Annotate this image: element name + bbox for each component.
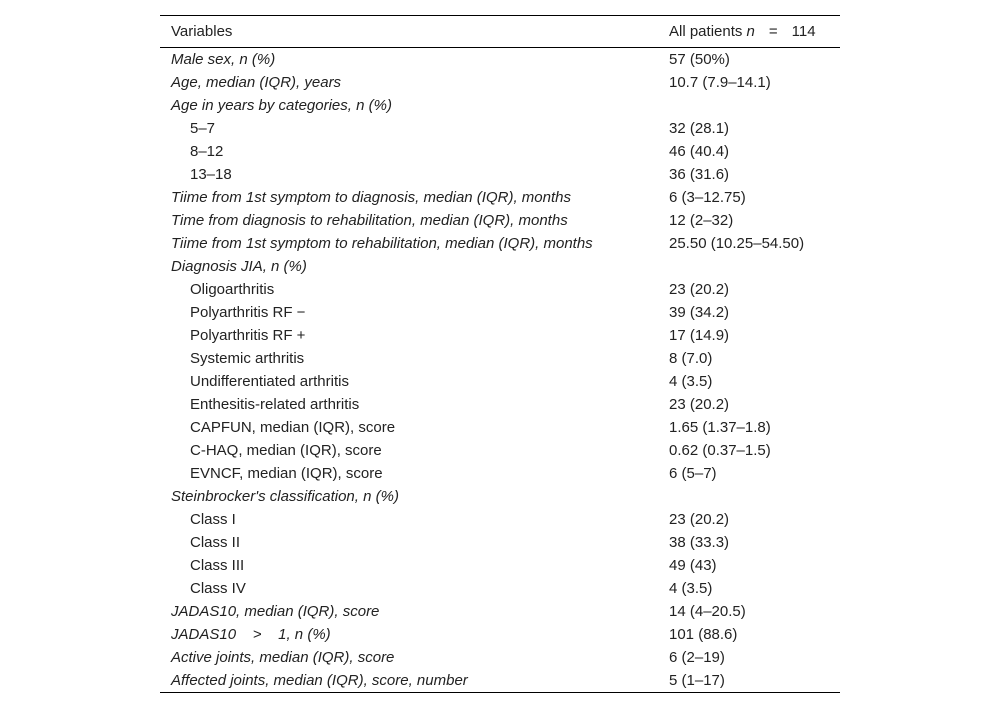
row-value: 10.7 (7.9–14.1) [669, 73, 771, 91]
header-n-value: 114 [791, 23, 816, 40]
table-row [160, 255, 840, 278]
row-label: Class III [190, 556, 245, 574]
table-row [160, 48, 840, 71]
table-row [160, 393, 840, 416]
row-value: 46 (40.4) [669, 142, 730, 160]
row-label: Class IV [190, 579, 246, 597]
row-label: Age in years by categories, n (%) [171, 96, 392, 114]
table-row [160, 416, 840, 439]
row-label: Age, median (IQR), years [171, 73, 342, 91]
row-value [658, 94, 840, 117]
row-value [658, 485, 840, 508]
row-value: 38 (33.3) [669, 533, 730, 551]
row-value: 12 (2–32) [669, 211, 734, 229]
header-row [160, 16, 840, 48]
table-row [160, 71, 840, 94]
row-value: 0.62 (0.37–1.5) [669, 441, 771, 459]
row-value: 6 (5–7) [669, 464, 717, 482]
header-equals: = [768, 23, 778, 40]
row-value: 8 (7.0) [669, 349, 713, 367]
table-row [160, 186, 840, 209]
row-label: 5–7 [190, 119, 216, 137]
row-label: Polyarthritis RF − [190, 303, 306, 321]
table-row [160, 278, 840, 301]
table-row [160, 669, 840, 693]
table-row [160, 140, 840, 163]
table-row [160, 623, 840, 646]
table-row [160, 117, 840, 140]
row-label: Systemic arthritis [190, 349, 305, 367]
table-body [160, 48, 840, 693]
table-row [160, 600, 840, 623]
table-row [160, 370, 840, 393]
row-label: Class I [190, 510, 236, 528]
row-value: 14 (4–20.5) [669, 602, 746, 620]
table-row [160, 209, 840, 232]
table-row [160, 232, 840, 255]
row-label: JADAS10, median (IQR), score [171, 602, 380, 620]
row-value: 1.65 (1.37–1.8) [669, 418, 771, 436]
table-row [160, 347, 840, 370]
header-variables: Variables [171, 23, 233, 40]
table-header [160, 16, 840, 48]
row-value: 57 (50%) [669, 50, 730, 68]
header-all-patients [658, 16, 840, 48]
row-value: 49 (43) [669, 556, 717, 574]
table-row [160, 439, 840, 462]
row-label: 8–12 [190, 142, 224, 160]
row-value: 101 (88.6) [669, 625, 738, 643]
header-n-symbol: n [746, 23, 755, 40]
row-label: JADAS10 > 1, n (%) [171, 625, 331, 643]
row-label: Male sex, n (%) [171, 50, 276, 68]
row-label: Undifferentiated arthritis [190, 372, 349, 390]
row-value: 6 (2–19) [669, 648, 725, 666]
table-row [160, 577, 840, 600]
row-value: 4 (3.5) [669, 372, 713, 390]
row-value: 36 (31.6) [669, 165, 730, 183]
patient-characteristics-table [160, 15, 840, 693]
row-label: Steinbrocker's classification, n (%) [171, 487, 399, 505]
row-label: Active joints, median (IQR), score [171, 648, 395, 666]
table-row [160, 94, 840, 117]
row-value: 23 (20.2) [669, 510, 730, 528]
table-row [160, 462, 840, 485]
row-value: 4 (3.5) [669, 579, 713, 597]
row-value [658, 255, 840, 278]
row-label: Class II [190, 533, 241, 551]
table-row [160, 324, 840, 347]
row-label: 13–18 [190, 165, 232, 183]
row-label: Oligoarthritis [190, 280, 275, 298]
row-label: Time from diagnosis to rehabilitation, median (IQR), months [171, 211, 568, 229]
row-label: Enthesitis-related arthritis [190, 395, 360, 413]
row-label: Affected joints, median (IQR), score, number [171, 671, 468, 689]
row-label: Tiime from 1st symptom to diagnosis, median (IQR), months [171, 188, 571, 206]
row-value: 23 (20.2) [669, 395, 730, 413]
row-value: 23 (20.2) [669, 280, 730, 298]
row-value: 5 (1–17) [669, 671, 725, 689]
row-value: 6 (3–12.75) [669, 188, 746, 206]
row-value: 32 (28.1) [669, 119, 730, 137]
header-all-patients-label: All patients [669, 23, 747, 40]
row-label: Tiime from 1st symptom to rehabilitation, median (IQR), months [171, 234, 593, 252]
row-label: Diagnosis JIA, n (%) [171, 257, 307, 275]
row-label: CAPFUN, median (IQR), score [190, 418, 396, 436]
row-label: EVNCF, median (IQR), score [190, 464, 383, 482]
row-value: 25.50 (10.25–54.50) [669, 234, 805, 252]
table-row [160, 485, 840, 508]
row-value: 39 (34.2) [669, 303, 730, 321]
row-value: 17 (14.9) [669, 326, 730, 344]
row-label: Polyarthritis RF + [190, 326, 306, 344]
table-row [160, 163, 840, 186]
table-row [160, 301, 840, 324]
table-row [160, 554, 840, 577]
row-label: C-HAQ, median (IQR), score [190, 441, 382, 459]
table-row [160, 508, 840, 531]
table-row [160, 531, 840, 554]
table-row [160, 646, 840, 669]
